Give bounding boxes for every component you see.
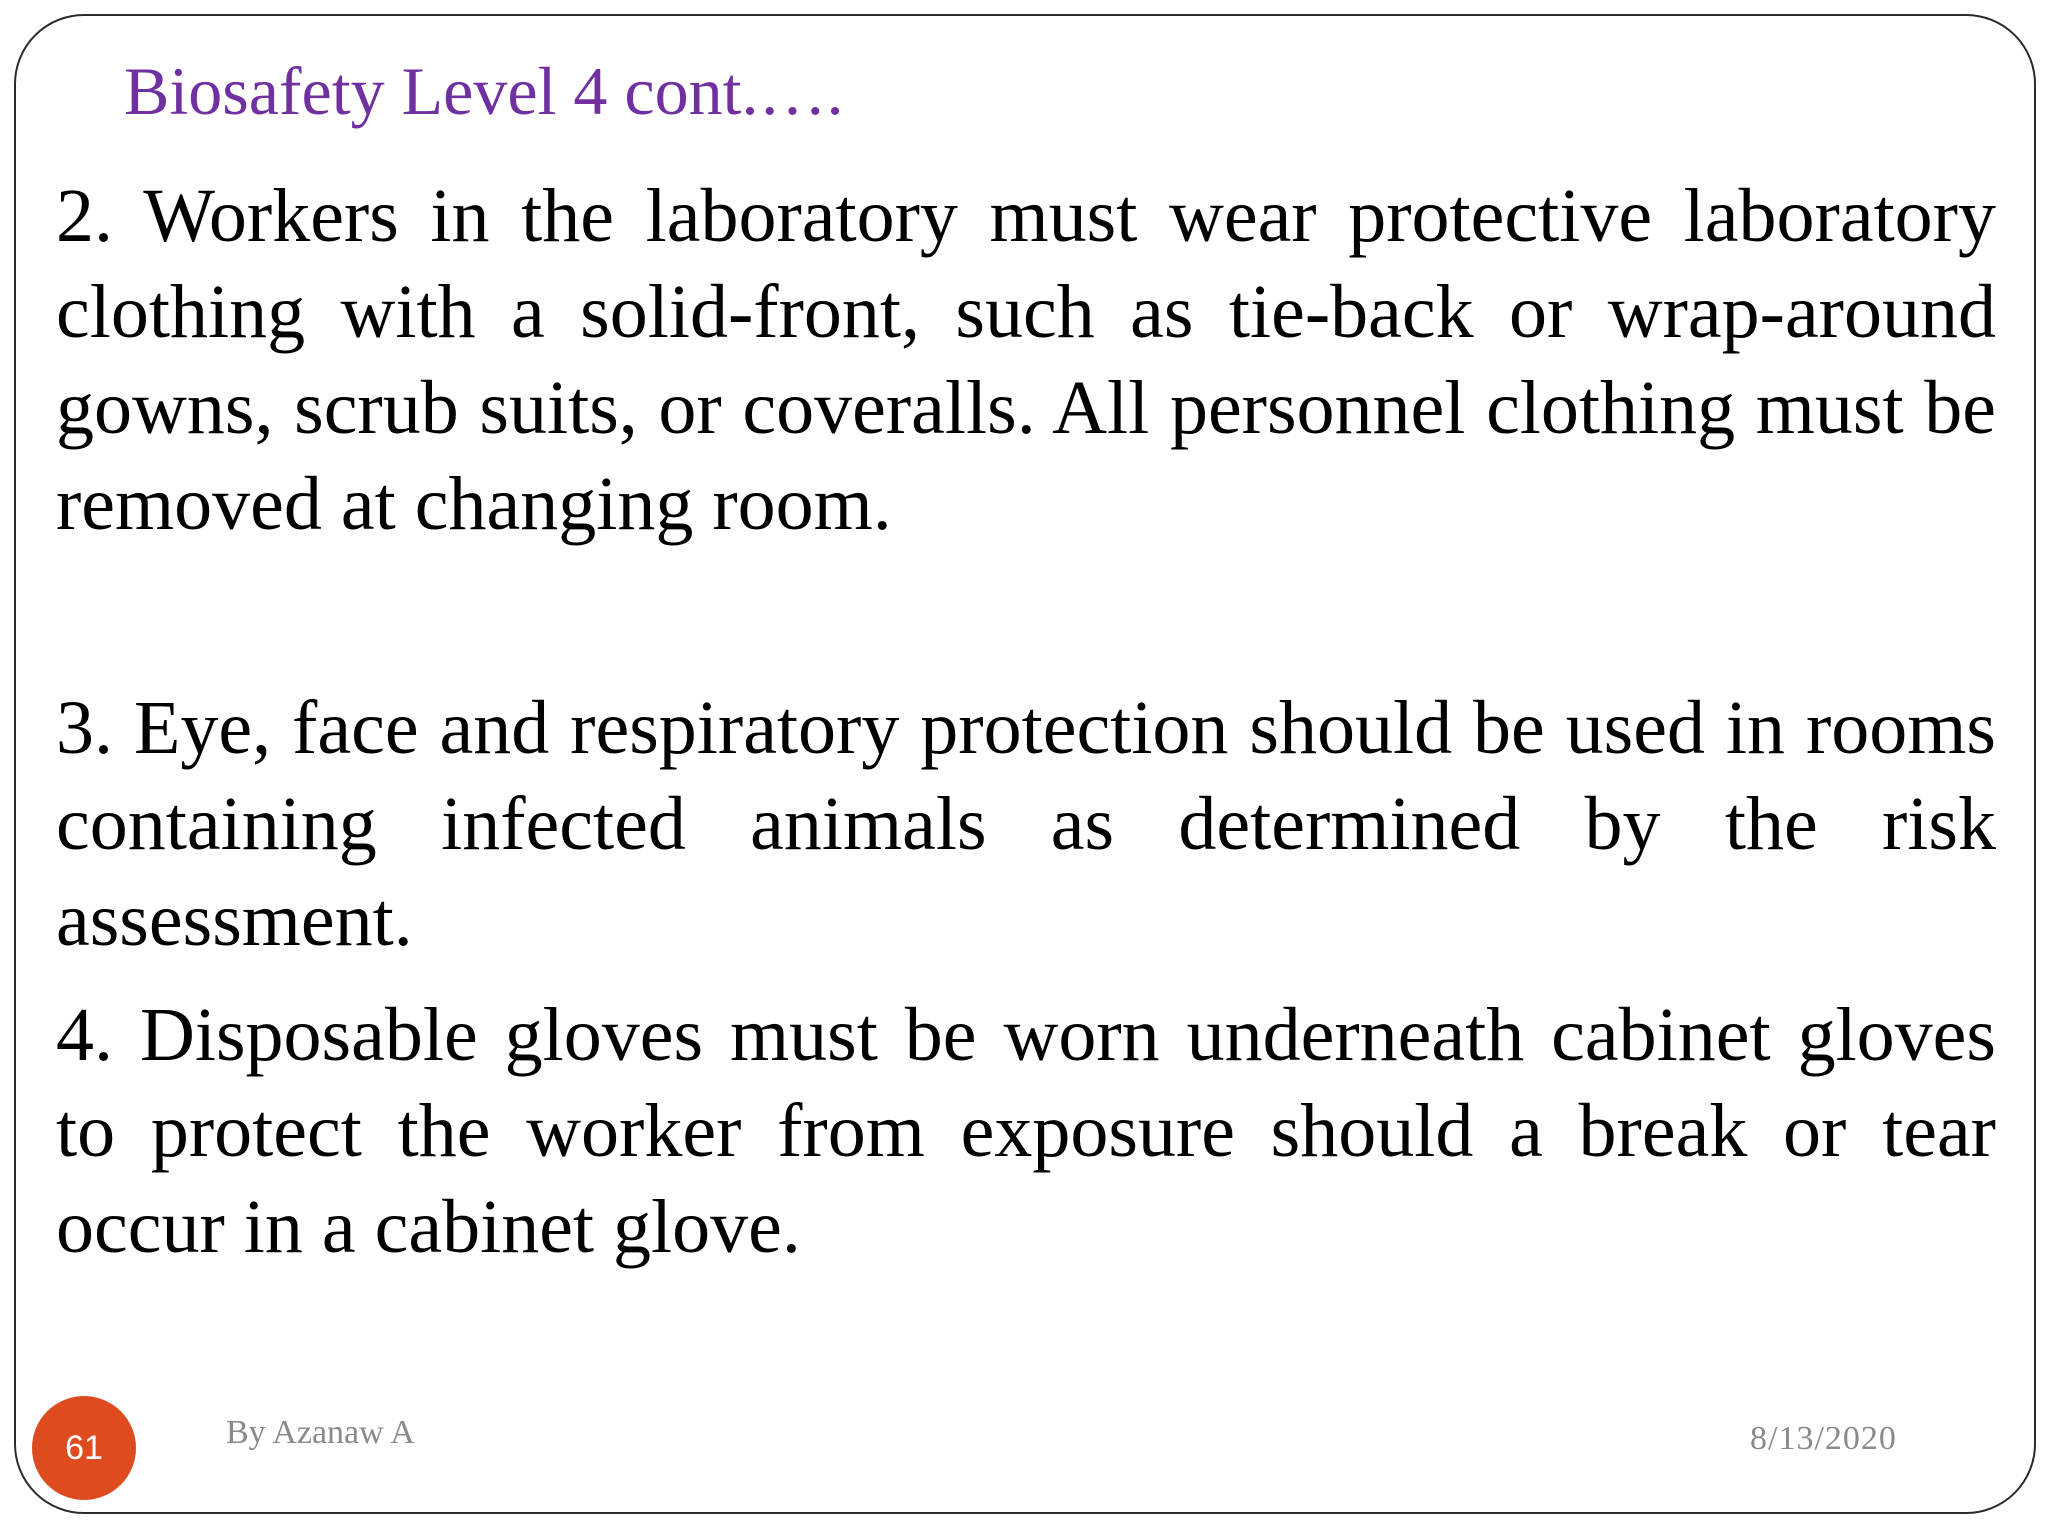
author-footer: By Azanaw A: [226, 1414, 415, 1451]
paragraph-3: 3. Eye, face and respiratory protection should be used in rooms containing infected animals as determined by the risk assessment.: [56, 686, 1996, 962]
page-number-badge: 61: [32, 1396, 136, 1500]
date-footer: 8/13/2020: [1750, 1420, 1897, 1457]
slide-title: Biosafety Level 4 cont.….: [124, 53, 844, 129]
paragraph-4: 4. Disposable gloves must be worn underneath cabinet gloves to protect the worker from exposure should a break or tear occur in a cabinet glove.: [56, 993, 1996, 1269]
paragraph-2: 2. Workers in the laboratory must wear protective laboratory clothing with a solid-front, such as tie-back or wrap-around gowns, scrub suits, or coveralls. All personnel clothing must be removed at changing room.: [56, 174, 1996, 546]
